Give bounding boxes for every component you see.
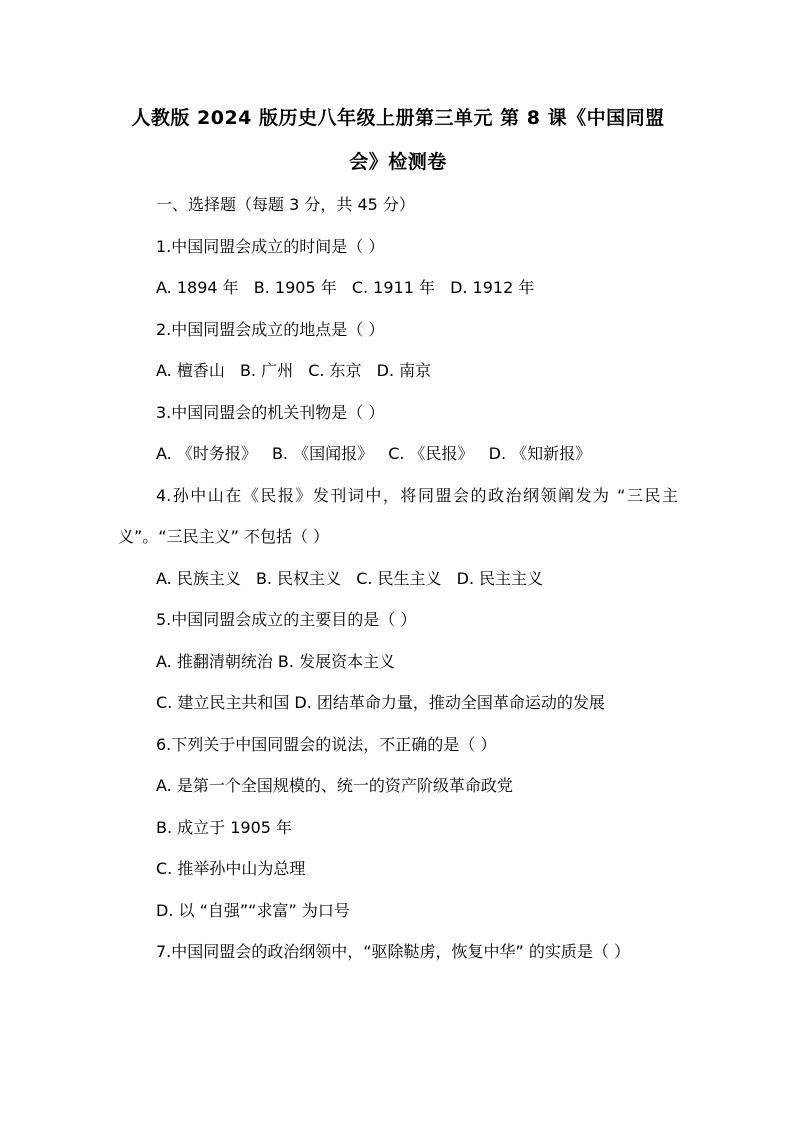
question-1-option-d: D. 1912 年: [450, 278, 535, 297]
question-1-options: [118, 267, 678, 309]
question-3-options: [118, 433, 678, 475]
question-4-option-a: A. 民族主义: [156, 568, 241, 588]
question-4-option-c: C. 民生主义: [356, 568, 442, 588]
question-2-option-a: A. 檀香山: [156, 361, 225, 380]
question-6-option-c: C. 推举孙中山为总理: [156, 859, 306, 878]
document-title: 人教版 2024 版历史八年级上册第三单元 第 8 课《中国同盟会》检测卷: [131, 107, 665, 173]
question-6-option-d: D. 以 “自强”“求富” 为口号: [156, 900, 350, 920]
question-6-option-b: B. 成立于 1905 年: [156, 817, 293, 837]
question-6-option-a: A. 是第一个全国规模的、统一的资产阶级革命政党: [156, 776, 513, 795]
question-3-option-c: C. 《民报》: [388, 444, 474, 463]
question-4-options: [118, 558, 678, 600]
question-2-option-b: B. 广州: [239, 361, 294, 380]
question-3-option-a: A. 《时务报》: [156, 444, 257, 463]
question-2-option-d: D. 南京: [376, 361, 432, 380]
question-3-option-d: D. 《知新报》: [488, 444, 592, 463]
question-4-stem: 4.孙中山在《民报》发刊词中，将同盟会的政治纲领阐发为 “三民主义”。“三民主义” 不包括（ ）: [118, 485, 678, 546]
question-6-stem: 6.下列关于中国同盟会的说法，不正确的是（ ）: [156, 734, 497, 754]
question-3-stem: 3.中国同盟会的机关刊物是（ ）: [156, 402, 385, 422]
document-page: [118, 96, 678, 973]
question-5-options-line-2: C. 建立民主共和国 D. 团结革命力量，推动全国革命运动的发展: [156, 693, 605, 712]
question-7-stem: 7.中国同盟会的政治纲领中，“驱除鞑虏，恢复中华” 的实质是（ ）: [156, 942, 631, 961]
question-2-option-c: C. 东京: [308, 361, 362, 380]
question-1-option-a: A. 1894 年: [156, 278, 239, 297]
question-1-option-b: B. 1905 年: [253, 278, 337, 297]
question-2-stem: 2.中国同盟会成立的地点是（ ）: [156, 319, 385, 339]
question-1-option-c: C. 1911 年: [351, 278, 435, 297]
section-heading: 一、选择题（每题 3 分，共 45 分）: [156, 195, 415, 214]
question-5-stem: 5.中国同盟会成立的主要目的是（ ）: [156, 610, 417, 629]
question-4-option-b: B. 民权主义: [255, 568, 342, 588]
question-1-stem: 1.中国同盟会成立的时间是（ ）: [156, 236, 385, 256]
question-2-options: [118, 350, 678, 392]
question-5-options-line-1: A. 推翻清朝统治 B. 发展资本主义: [156, 651, 396, 671]
question-4-option-d: D. 民主主义: [456, 568, 544, 588]
question-3-option-b: B. 《国闻报》: [271, 444, 374, 463]
